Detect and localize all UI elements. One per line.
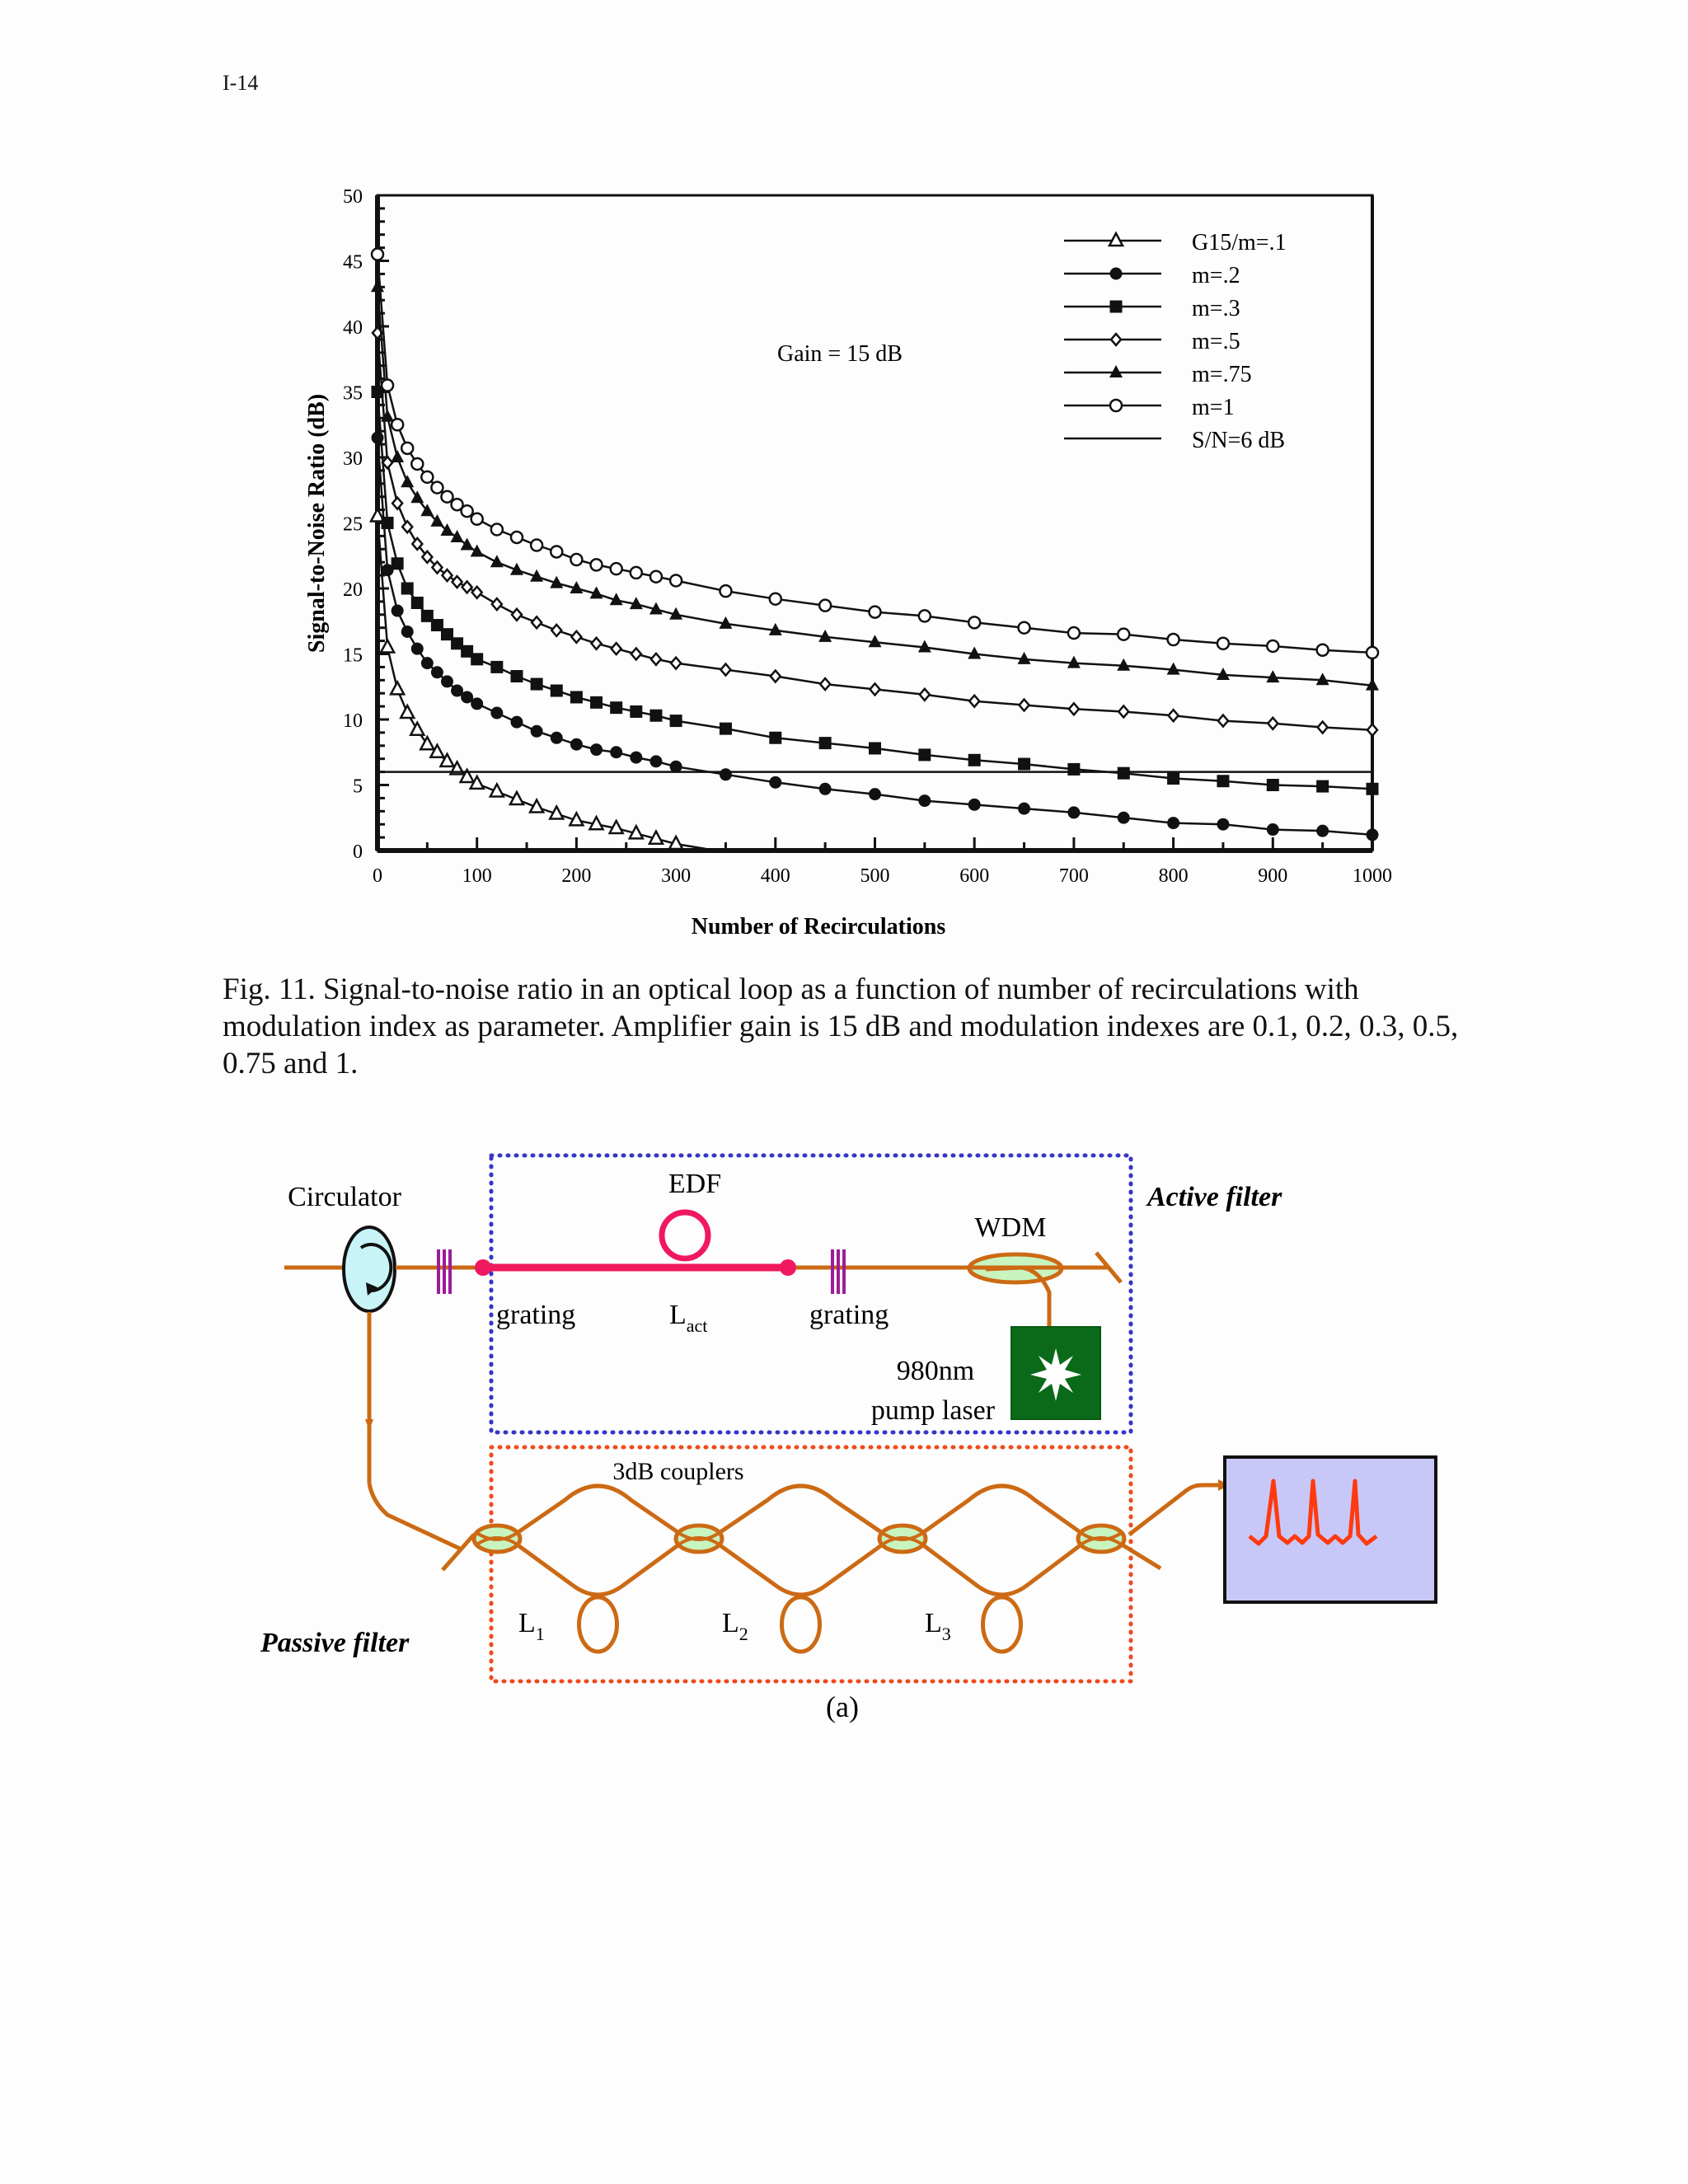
x-tick-label: 800 bbox=[1158, 865, 1189, 887]
y-tick-label: 35 bbox=[343, 382, 363, 405]
legend-label: m=.3 bbox=[1192, 296, 1240, 321]
x-axis-label: Number of Recirculations bbox=[691, 914, 946, 940]
l1-label: $L_1$ bbox=[518, 1608, 545, 1644]
x-tick-label: 700 bbox=[1058, 865, 1089, 887]
ring-resonator-2 bbox=[782, 1597, 820, 1652]
x-tick-label: 600 bbox=[959, 865, 990, 887]
y-tick-label: 40 bbox=[343, 317, 363, 339]
edf-left-splice bbox=[475, 1259, 491, 1276]
y-axis-label: Signal-to-Noise Ratio (dB) bbox=[304, 393, 330, 654]
passive-filter-label: Passive filter bbox=[260, 1628, 410, 1658]
circulator-label: Circulator bbox=[288, 1182, 401, 1212]
legend-label: m=.5 bbox=[1192, 329, 1240, 354]
edf-label: EDF bbox=[668, 1169, 722, 1199]
x-tick-label: 100 bbox=[462, 865, 492, 887]
edf-right-splice bbox=[780, 1259, 796, 1276]
x-tick-label: 400 bbox=[760, 865, 790, 887]
output-fiber bbox=[1129, 1485, 1220, 1535]
y-tick-label: 30 bbox=[343, 448, 363, 470]
edf-coil bbox=[662, 1212, 708, 1258]
y-tick-label: 45 bbox=[343, 251, 363, 274]
l3-label: $L_3$ bbox=[925, 1608, 951, 1644]
y-tick-label: 10 bbox=[343, 710, 363, 732]
x-tick-label: 0 bbox=[373, 865, 382, 887]
grating-right-icon bbox=[832, 1249, 844, 1294]
figure-caption: Fig. 11. Signal-to-noise ratio in an optical loop as a function of number of recirculations with modulation index as parameter. Amplifier gain is 15 dB and modulation indexes are 0.1, 0.2, 0.3, 0.5, 0.75 and 1. bbox=[223, 972, 1459, 1080]
x-tick-label: 900 bbox=[1258, 865, 1288, 887]
x-tick-label: 1000 bbox=[1353, 865, 1392, 887]
down-arrow-icon bbox=[365, 1419, 373, 1431]
grating-right-label: grating bbox=[809, 1300, 889, 1330]
y-tick-label: 0 bbox=[353, 841, 363, 863]
grating-left-label: grating bbox=[496, 1300, 576, 1330]
legend-label: m=.75 bbox=[1192, 362, 1252, 387]
subfigure-label: (a) bbox=[826, 1690, 859, 1723]
grating-left-icon bbox=[438, 1249, 450, 1294]
y-tick-label: 15 bbox=[343, 644, 363, 667]
page-number: I-14 bbox=[223, 71, 259, 95]
legend-label: m=.2 bbox=[1192, 263, 1240, 288]
l-act-label: $L_{act}$ bbox=[669, 1300, 708, 1336]
x-tick-label: 500 bbox=[860, 865, 890, 887]
active-filter-label: Active filter bbox=[1147, 1182, 1282, 1212]
wdm-label: WDM bbox=[974, 1212, 1047, 1243]
y-tick-label: 5 bbox=[353, 776, 363, 798]
couplers-label: 3dB couplers bbox=[612, 1458, 744, 1485]
legend-label: G15/m=.1 bbox=[1192, 230, 1287, 255]
coupler-lattice bbox=[474, 1526, 1124, 1652]
x-tick-label: 300 bbox=[661, 865, 692, 887]
gain-annotation: Gain = 15 dB bbox=[777, 341, 903, 367]
ring-resonator-1 bbox=[579, 1597, 617, 1652]
pump-label-line2: pump laser bbox=[870, 1395, 996, 1426]
l2-label: $L_2$ bbox=[722, 1608, 748, 1644]
ring-resonator-3 bbox=[983, 1597, 1021, 1652]
x-tick-label: 200 bbox=[561, 865, 592, 887]
y-tick-label: 25 bbox=[343, 513, 363, 536]
circulator bbox=[344, 1227, 395, 1311]
y-tick-label: 20 bbox=[343, 579, 363, 601]
legend-label: S/N=6 dB bbox=[1192, 428, 1286, 453]
y-tick-label: 50 bbox=[343, 186, 363, 208]
legend-label: m=1 bbox=[1192, 395, 1235, 420]
oscilloscope-display bbox=[1225, 1457, 1436, 1602]
pump-label-line1: 980nm bbox=[896, 1356, 975, 1386]
